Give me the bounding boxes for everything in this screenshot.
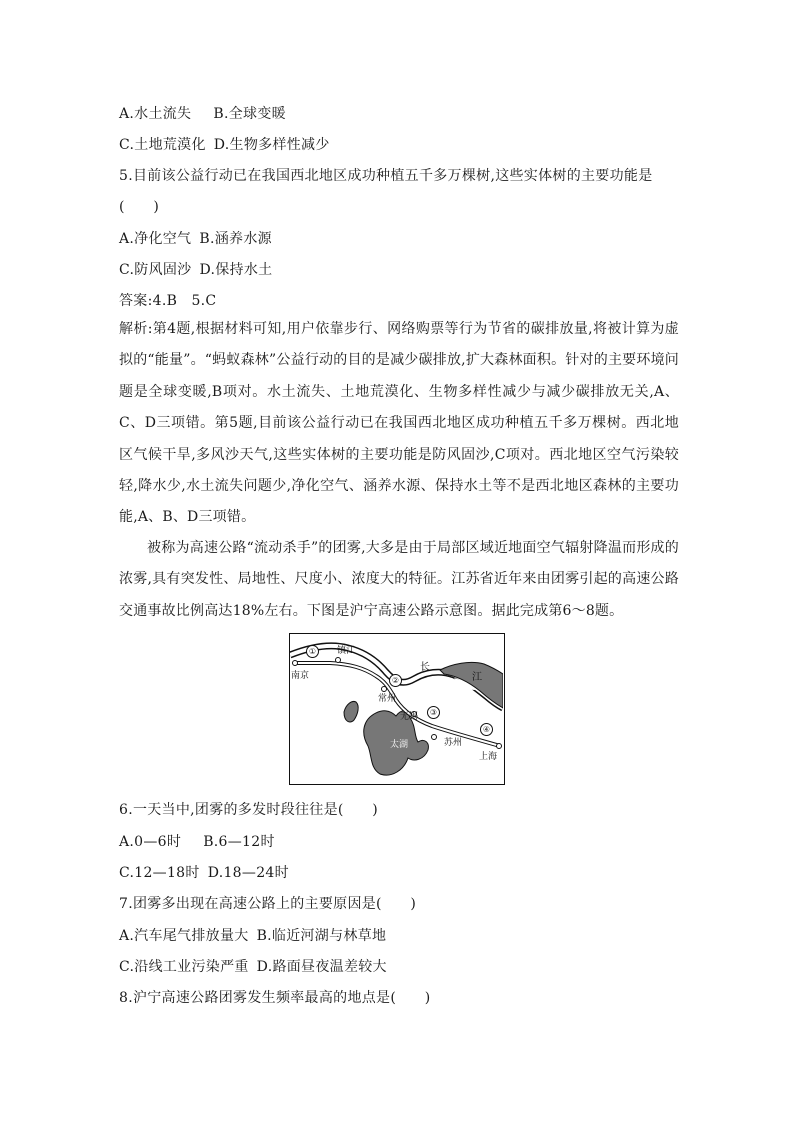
shanghai-point [497, 744, 502, 749]
option-a: A.水土流失 [119, 106, 192, 122]
option-a: A.0—6时 [119, 834, 182, 850]
river-char-jiang: 江 [472, 672, 482, 683]
q6-stem: 6.一天当中,团雾的多发时段往往是( ) [119, 802, 379, 818]
label-zhenjiang: 镇江 [337, 646, 356, 656]
zhenjiang-point [336, 658, 341, 663]
option-b: B.临近河湖与林草地 [256, 928, 387, 944]
analysis: 解析:第4题,根据材料可知,用户依靠步行、网络购票等行为节省的碳排放量,将被计算为虚拟的“能量”。“蚂蚁森林”公益行动的目的是减少碳排放,扩大森林面积。针对的主要环境问题是全球变暖,B项对。水土流失、土地荒漠化、生物多样性减少与减少碳排放无关,A、C、D三项错。第5题,目前该公益行动已在我国西北地区成功种植五千多万棵树。西北地区气候干旱,多风沙天气,这些实体树的主要功能是防风固沙,C项对。西北地区空气污染较轻,降水少,水土流失问题少,净化空气、涵养水源、保持水土等不是西北地区森林的主要功能,A、B、D三项错。 [119, 321, 679, 526]
option-b: B.6—12时 [203, 834, 275, 850]
q6-options-row2 [119, 864, 289, 882]
label-suzhou: 苏州 [444, 738, 463, 748]
answer: 答案:4.B 5.C [119, 293, 217, 309]
marker-3: ③ [427, 706, 440, 719]
changzhou-point [382, 687, 387, 692]
q5-paren: ( ) [119, 199, 160, 215]
option-c: C.防风固沙 [119, 262, 192, 278]
q4-options-row1 [119, 105, 286, 123]
option-b: B.涵养水源 [199, 231, 272, 247]
q7-options-row2 [119, 958, 387, 976]
map-drawing [290, 634, 503, 783]
option-d: D.路面昼夜温差较大 [256, 959, 387, 975]
option-b: B.全球变暖 [213, 106, 286, 122]
option-c: C.沿线工业污染严重 [119, 959, 249, 975]
passage: 被称为高速公路“流动杀手”的团雾,大多是由于局部区域近地面空气辐射降温而形成的浓雾,具有突发性、局地性、尺度小、浓度大的特征。江苏省近年来由团雾引起的高速公路交通事故比例高达18%左右。下图是沪宁高速公路示意图。据此完成第6～8题。 [119, 540, 679, 619]
nanjing-point [293, 661, 298, 666]
option-a: A.净化空气 [119, 231, 192, 247]
option-a: A.汽车尾气排放量大 [119, 928, 249, 944]
q4-options-row2 [119, 136, 330, 154]
label-wuxi: 无锡 [400, 712, 419, 722]
option-c: C.土地荒漠化 [119, 137, 206, 153]
label-shanghai: 上海 [479, 752, 498, 762]
q7-stem: 7.团雾多出现在高速公路上的主要原因是( ) [119, 896, 417, 912]
q5-options-row2 [119, 261, 272, 279]
option-d: D.保持水土 [199, 262, 273, 278]
estuary [440, 662, 503, 708]
q8-stem: 8.沪宁高速公路团雾发生频率最高的地点是( ) [119, 990, 431, 1006]
river-char-chang: 长 [420, 662, 430, 673]
suzhou-point [432, 735, 437, 740]
marker-1: ① [306, 645, 319, 658]
marker-4: ④ [480, 723, 493, 736]
map-figure [289, 633, 505, 785]
q7-options-row1 [119, 927, 386, 945]
label-changzhou: 常州 [378, 694, 397, 704]
option-d: D.18—24时 [207, 865, 289, 881]
q5-options-row1 [119, 230, 272, 248]
option-c: C.12—18时 [119, 865, 200, 881]
marker-2: ② [389, 674, 402, 687]
small-lake [344, 701, 358, 721]
label-tai-lake: 太湖 [390, 740, 409, 750]
option-d: D.生物多样性减少 [213, 137, 330, 153]
label-nanjing: 南京 [291, 671, 310, 681]
q5-stem: 5.目前该公益行动已在我国西北地区成功种植五千多万棵树,这些实体树的主要功能是 [119, 168, 653, 184]
q6-options-row1 [119, 833, 275, 851]
